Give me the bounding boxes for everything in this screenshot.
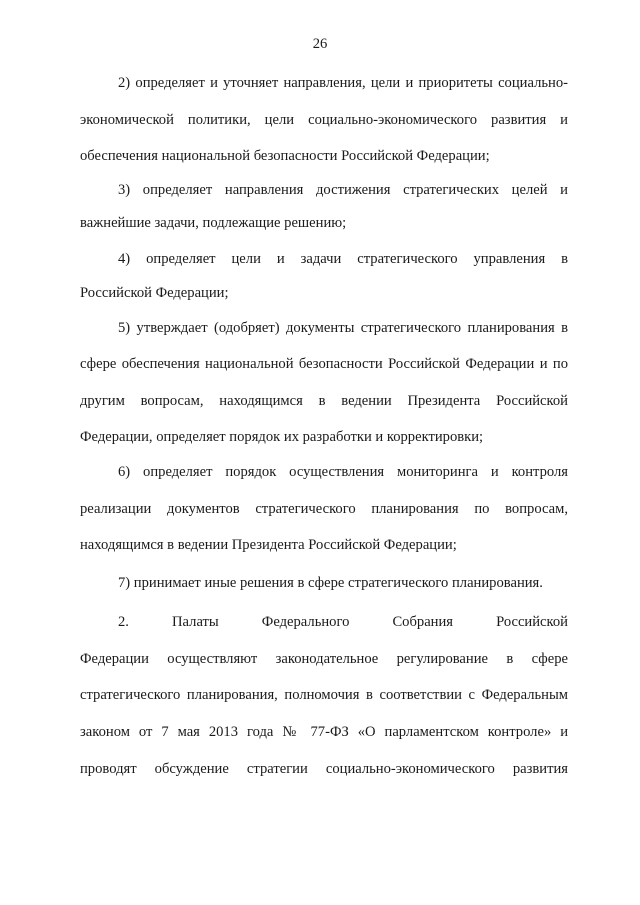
text-line: обеспечения национальной безопасности Российской Федерации; [80,148,490,164]
text-line: 5) утверждает (одобряет) документы стратегического планирования в [118,320,568,336]
text-line: важнейшие задачи, подлежащие решению; [80,215,347,231]
text-line: Федерации осуществляют законодательное регулирование в сфере [80,651,568,667]
text-line: 7) принимает иные решения в сфере стратегического планирования. [118,575,543,591]
text-line: 6) определяет порядок осуществления мониторинга и контроля [118,464,568,480]
text-line: стратегического планирования, полномочия в соответствии с Федеральным [80,687,568,703]
text-line: сфере обеспечения национальной безопасности Российской Федерации и по [80,356,568,372]
text-line: Российской Федерации; [80,285,229,301]
text-line: экономической политики, цели социально-экономического развития и [80,112,568,128]
page-number: 26 [312,36,328,52]
text-line: реализации документов стратегического планирования по вопросам, [80,501,568,517]
text-line: законом от 7 мая 2013 года № 77-ФЗ «О парламентском контроле» и [80,724,568,740]
text-line: 3) определяет направления достижения стратегических целей и [118,182,568,198]
text-line: проводят обсуждение стратегии социально-экономического развития [80,761,568,777]
text-line: 2) определяет и уточняет направления, цели и приоритеты социально- [118,75,568,91]
text-line: Федерации, определяет порядок их разработки и корректировки; [80,429,484,445]
text-line: другим вопросам, находящимся в ведении Президента Российской [80,393,568,409]
text-line: 2. Палаты Федерального Собрания Российской [118,614,568,630]
text-line: находящимся в ведении Президента Российской Федерации; [80,537,457,553]
text-line: 4) определяет цели и задачи стратегического управления в [118,251,568,267]
